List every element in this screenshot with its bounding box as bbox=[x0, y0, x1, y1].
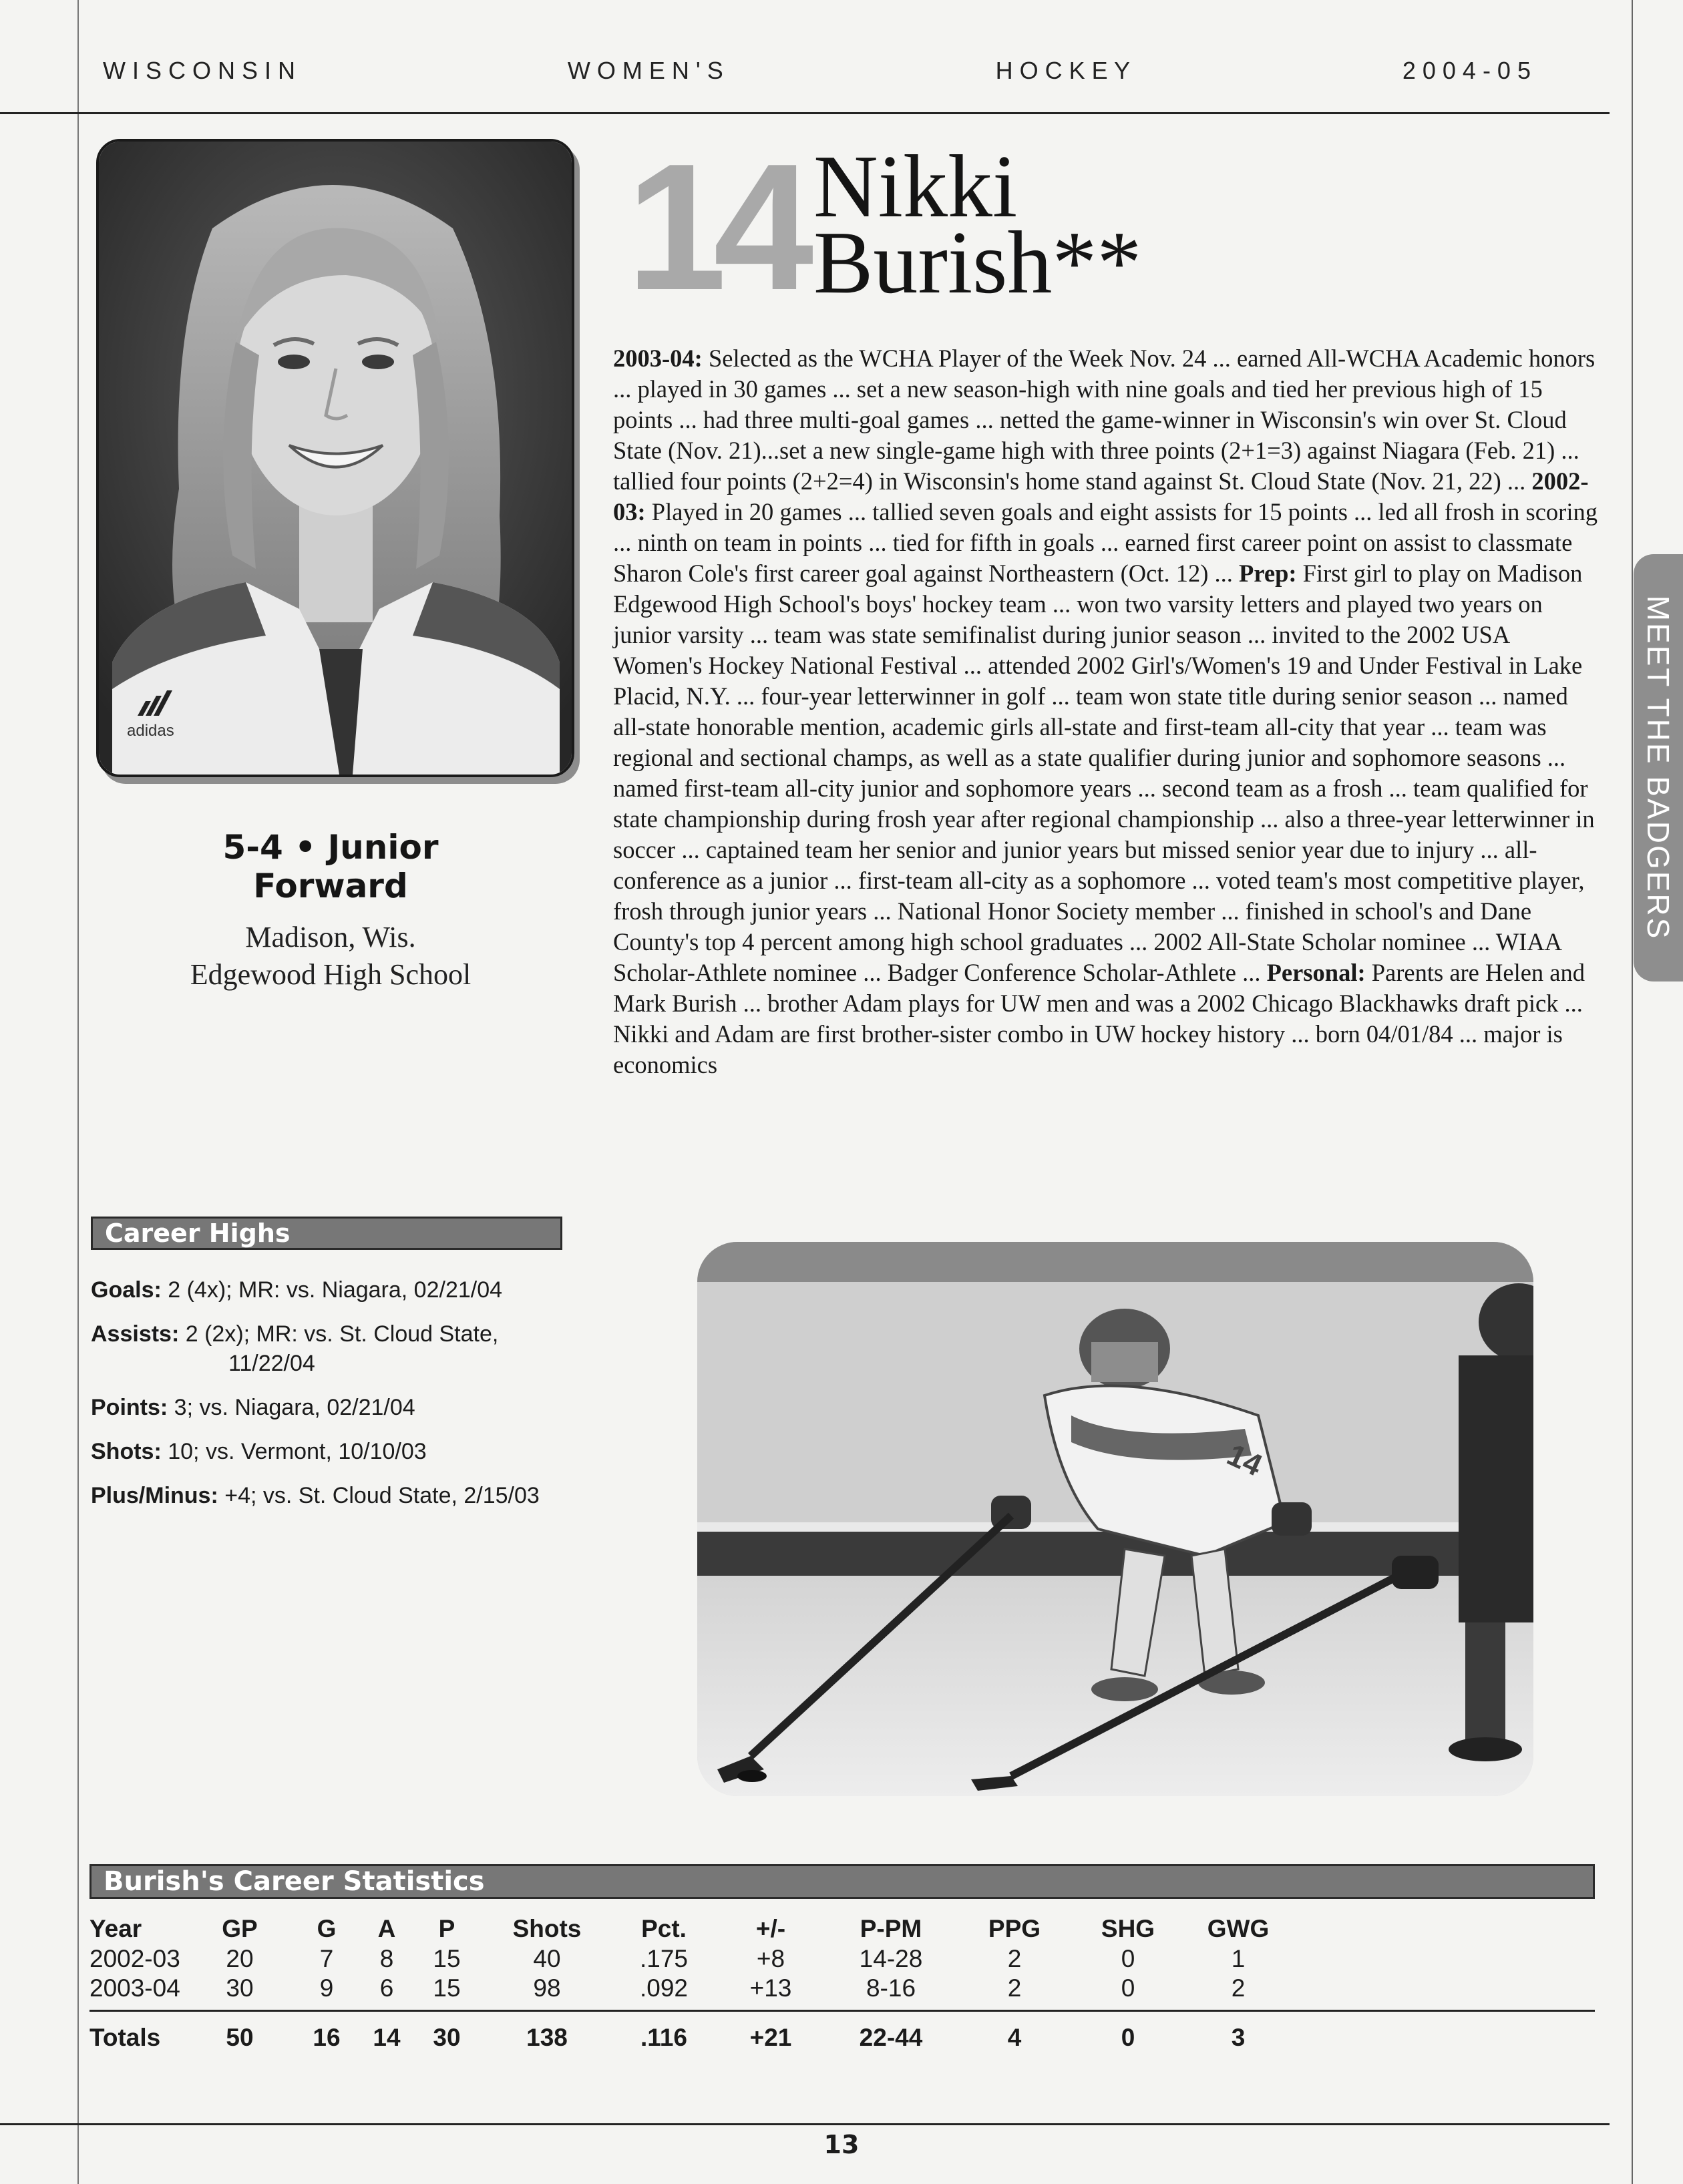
jersey-number: 14 bbox=[626, 127, 801, 328]
portrait-image bbox=[99, 142, 572, 775]
career-high-value: +4; vs. St. Cloud State, 2/15/03 bbox=[218, 1483, 540, 1508]
table-cell: +21 bbox=[717, 2011, 824, 2060]
table-cell: 0 bbox=[1071, 2011, 1185, 2060]
career-high-label: Shots: bbox=[91, 1439, 162, 1464]
career-high-points bbox=[91, 1393, 598, 1422]
career-high-assists bbox=[91, 1319, 598, 1378]
header-rule bbox=[0, 112, 1610, 114]
running-head-sport: H O C K E Y bbox=[995, 57, 1130, 84]
table-cell: 1 bbox=[1231, 1945, 1246, 1972]
table-cell: 4 bbox=[958, 2011, 1071, 2060]
career-high-value: 10; vs. Vermont, 10/10/03 bbox=[161, 1439, 427, 1464]
table-cell: +8 bbox=[756, 1945, 785, 1972]
career-high-value-cont: 11/22/04 bbox=[228, 1351, 315, 1376]
table-cell: 2 bbox=[1231, 1974, 1246, 2002]
table-cell: +13 bbox=[749, 1974, 792, 2002]
column-header-gp: GP bbox=[222, 1915, 258, 1942]
running-head-team: W I S C O N S I N bbox=[103, 57, 296, 84]
bio-text-personal: Parents are Helen and Mark Burish ... brother Adam plays for UW men and was a 2002 Chicago Blackhawks draft pick ... Nikki and Adam are first brother-sister combo in UW hockey history ... born 04/01/84 ... major is economics bbox=[613, 959, 1585, 1078]
column-header-p: P bbox=[438, 1915, 455, 1942]
table-cell: 7 bbox=[319, 1945, 334, 1972]
side-tab-label: MEET THE BADGERS bbox=[1641, 595, 1676, 941]
high-school: Edgewood High School bbox=[190, 958, 472, 991]
career-high-label: Goals: bbox=[91, 1277, 162, 1303]
career-high-value: 2 (4x); MR: vs. Niagara, 02/21/04 bbox=[161, 1277, 503, 1303]
table-cell: 15 bbox=[433, 1974, 461, 2002]
table-cell: 40 bbox=[533, 1945, 561, 1972]
table-cell: 20 bbox=[226, 1945, 254, 1972]
column-header-ppg: PPG bbox=[988, 1915, 1041, 1942]
player-vitals bbox=[87, 828, 574, 994]
table-cell: 138 bbox=[484, 2011, 610, 2060]
column-header-gwg: GWG bbox=[1207, 1915, 1270, 1942]
table-cell: 16 bbox=[290, 2011, 363, 2060]
table-cell: .092 bbox=[639, 1974, 688, 2002]
section-side-tab bbox=[1634, 554, 1683, 981]
stats-row-2003-04 bbox=[89, 1974, 1595, 2003]
column-header-g: G bbox=[317, 1915, 337, 1942]
career-statistics-heading: Burish's Career Statistics bbox=[89, 1864, 1595, 1899]
table-cell: 14-28 bbox=[859, 1945, 923, 1972]
player-last-name: Burish** bbox=[813, 213, 1142, 312]
player-first-name: Nikki bbox=[813, 137, 1018, 236]
career-high-label: Points: bbox=[91, 1395, 168, 1420]
career-high-goals bbox=[91, 1275, 598, 1305]
footer-rule bbox=[0, 2123, 1610, 2125]
column-header-a: A bbox=[377, 1915, 396, 1942]
bio-text-prep: First girl to play on Madison Edgewood High School's boys' hockey team ... won two varsity letters and played two years on junior varsity ... team was state semifinalist during junior season ... invited to the 2002 USA Women's Hockey National Festival ... attended 2002 Girl's/Women's 19 and Under Festival in Lake Placid, N.Y. ... four-year letterwinner in golf ... team won state title during senior season ... named all-state honorable mention, academic girls all-state and first-team all-city that year ... team was regional and sectional champs, as well as a state qualifier during junior and sophomore seasons ... named first-team all-city junior and sophomore years ... second team as a frosh ... team qualified for state championship during frosh year after regional championship ... also a three-year letterwinner in soccer ... captained team her senior and junior years but missed senior year due to injury ... all-conference as a junior ... first-team all-city as a sophomore ... voted team's most competitive player, frosh through junior years ... National Honor Society member ... finished in school's and Dane County's top 4 percent among high school graduates ... 2002 All-State Scholar nominee ... WIAA Scholar-Athlete nominee ... Badger Conference Scholar-Athlete ... bbox=[613, 560, 1595, 986]
column-header-plus-minus: +/- bbox=[755, 1915, 786, 1942]
height-class: 5-4 • Junior bbox=[222, 828, 439, 867]
table-cell: 22-44 bbox=[824, 2011, 958, 2060]
table-cell: 2003-04 bbox=[89, 1974, 180, 2002]
table-cell: 14 bbox=[363, 2011, 410, 2060]
hometown: Madison, Wis. bbox=[245, 921, 416, 953]
table-cell: 30 bbox=[226, 1974, 254, 2002]
table-cell: 2 bbox=[1007, 1974, 1022, 2002]
career-high-label: Assists: bbox=[91, 1321, 180, 1347]
running-head-program: W O M E N ' S bbox=[567, 57, 723, 84]
position: Forward bbox=[253, 867, 408, 905]
table-cell: 2 bbox=[1007, 1945, 1022, 1972]
table-cell: 98 bbox=[533, 1974, 561, 2002]
column-header-shg: SHG bbox=[1101, 1915, 1155, 1942]
action-photo bbox=[697, 1242, 1533, 1796]
column-header-p-pm: P-PM bbox=[860, 1915, 922, 1942]
table-cell: 8 bbox=[379, 1945, 394, 1972]
table-cell: Totals bbox=[89, 2011, 190, 2060]
stats-header-row bbox=[89, 1914, 1595, 1944]
table-cell: 15 bbox=[433, 1945, 461, 1972]
career-high-plus-minus bbox=[91, 1481, 598, 1510]
career-high-value: 3; vs. Niagara, 02/21/04 bbox=[168, 1395, 415, 1420]
table-cell: .175 bbox=[639, 1945, 688, 1972]
stats-totals-row bbox=[89, 2011, 1595, 2060]
stats-row-2002-03 bbox=[89, 1944, 1595, 1974]
adidas-wordmark: adidas bbox=[127, 722, 174, 740]
career-statistics-table bbox=[89, 1914, 1595, 2060]
bio-label-2003-04: 2003-04: bbox=[613, 345, 703, 372]
bio-text-2003-04: Selected as the WCHA Player of the Week Nov. 24 ... earned All-WCHA Academic honors ... played in 30 games ... set a new season-high with nine goals and tied her previous high of 15 points ... had three multi-goal games ... netted the game-winner in Wisconsin's win over St. Cloud State (Nov. 21)...set a new single-game high with three points (2+1=3) against Niagara (Feb. 21) ... tallied four points (2+2=4) in Wisconsin's home stand against St. Cloud State (Nov. 21, 22) ... bbox=[613, 345, 1596, 495]
table-cell: 9 bbox=[319, 1974, 334, 2002]
action-jersey-number: 14 bbox=[1222, 1436, 1268, 1483]
column-header-year: Year bbox=[89, 1915, 142, 1942]
action-photo-image bbox=[697, 1242, 1533, 1796]
right-margin-line bbox=[1632, 0, 1633, 2184]
table-cell: 0 bbox=[1121, 1945, 1135, 1972]
player-portrait-photo bbox=[96, 139, 574, 777]
table-cell: 6 bbox=[379, 1974, 394, 2002]
bio-text-2002-03: Played in 20 games ... tallied seven goals and eight assists for 15 points ... led all frosh in scoring ... ninth on team in points ... tied for fifth in goals ... earned first career point on assist to classmate Sharon Cole's first career goal against Northeastern (Oct. 12) ... bbox=[613, 498, 1598, 587]
left-margin-line bbox=[77, 0, 79, 2184]
career-high-value: 2 (2x); MR: vs. St. Cloud State, bbox=[179, 1321, 499, 1347]
table-cell: 50 bbox=[190, 2011, 290, 2060]
table-cell: 30 bbox=[410, 2011, 484, 2060]
table-cell: 3 bbox=[1185, 2011, 1292, 2060]
table-cell: 2002-03 bbox=[89, 1945, 180, 1972]
bio-label-prep: Prep: bbox=[1239, 560, 1297, 587]
player-bio bbox=[613, 343, 1602, 1080]
career-highs-heading: Career Highs bbox=[91, 1217, 562, 1250]
career-highs-list bbox=[91, 1275, 598, 1525]
career-high-label: Plus/Minus: bbox=[91, 1483, 218, 1508]
running-head bbox=[0, 51, 1610, 91]
table-cell: 8-16 bbox=[866, 1974, 916, 2002]
career-high-shots bbox=[91, 1437, 598, 1466]
running-head-season: 2 0 0 4 - 0 5 bbox=[1402, 57, 1531, 84]
column-header-pct: Pct. bbox=[641, 1915, 687, 1942]
page-number: 13 bbox=[823, 2130, 860, 2159]
table-cell: 0 bbox=[1121, 1974, 1135, 2002]
bio-label-2002-03: 2002-03: bbox=[613, 467, 1589, 525]
column-header-shots: Shots bbox=[512, 1915, 582, 1942]
table-cell: .116 bbox=[610, 2011, 717, 2060]
bio-label-personal: Personal: bbox=[1266, 959, 1366, 986]
